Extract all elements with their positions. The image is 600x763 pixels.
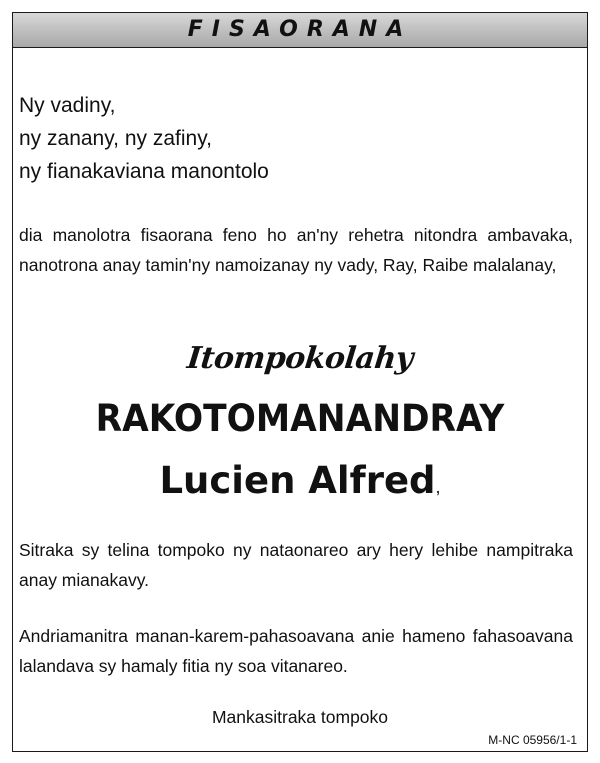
trailing-comma: , bbox=[435, 477, 441, 497]
notice-title: FISAORANA bbox=[13, 13, 587, 48]
reference-code: M-NC 05956/1-1 bbox=[488, 733, 577, 747]
greeting-line-2: ny zanany, ny zafiny, bbox=[19, 127, 212, 150]
greeting-block bbox=[19, 89, 573, 188]
greeting-line-1: Ny vadiny, bbox=[19, 94, 116, 117]
thanks-paragraph: dia manolotra fisaorana feno ho an'ny rehetra nitondra ambavaka, nanotrona anay tamin'ny namoizanay ny vady, Ray, Raibe malalanay, bbox=[19, 225, 573, 275]
support-paragraph: Sitraka sy telina tompoko ny nataonareo ary hery lehibe nampitraka anay mianakavy. bbox=[19, 540, 573, 590]
greeting-line-3: ny fianakaviana manontolo bbox=[19, 160, 269, 183]
notice-frame bbox=[12, 12, 588, 752]
deceased-given-names-line bbox=[13, 459, 587, 502]
deceased-surname: RAKOTOMANANDRAY bbox=[95, 397, 505, 440]
honorific-title: Itompokolahy bbox=[185, 341, 415, 376]
closing-line: Mankasitraka tompoko bbox=[211, 707, 389, 727]
blessing-paragraph: Andriamanitra manan-karem-pahasoavana anie hameno fahasoavana lalandava sy hamaly fitia ny soa vitanareo. bbox=[19, 626, 573, 676]
deceased-given-names: Lucien Alfred bbox=[159, 459, 436, 502]
